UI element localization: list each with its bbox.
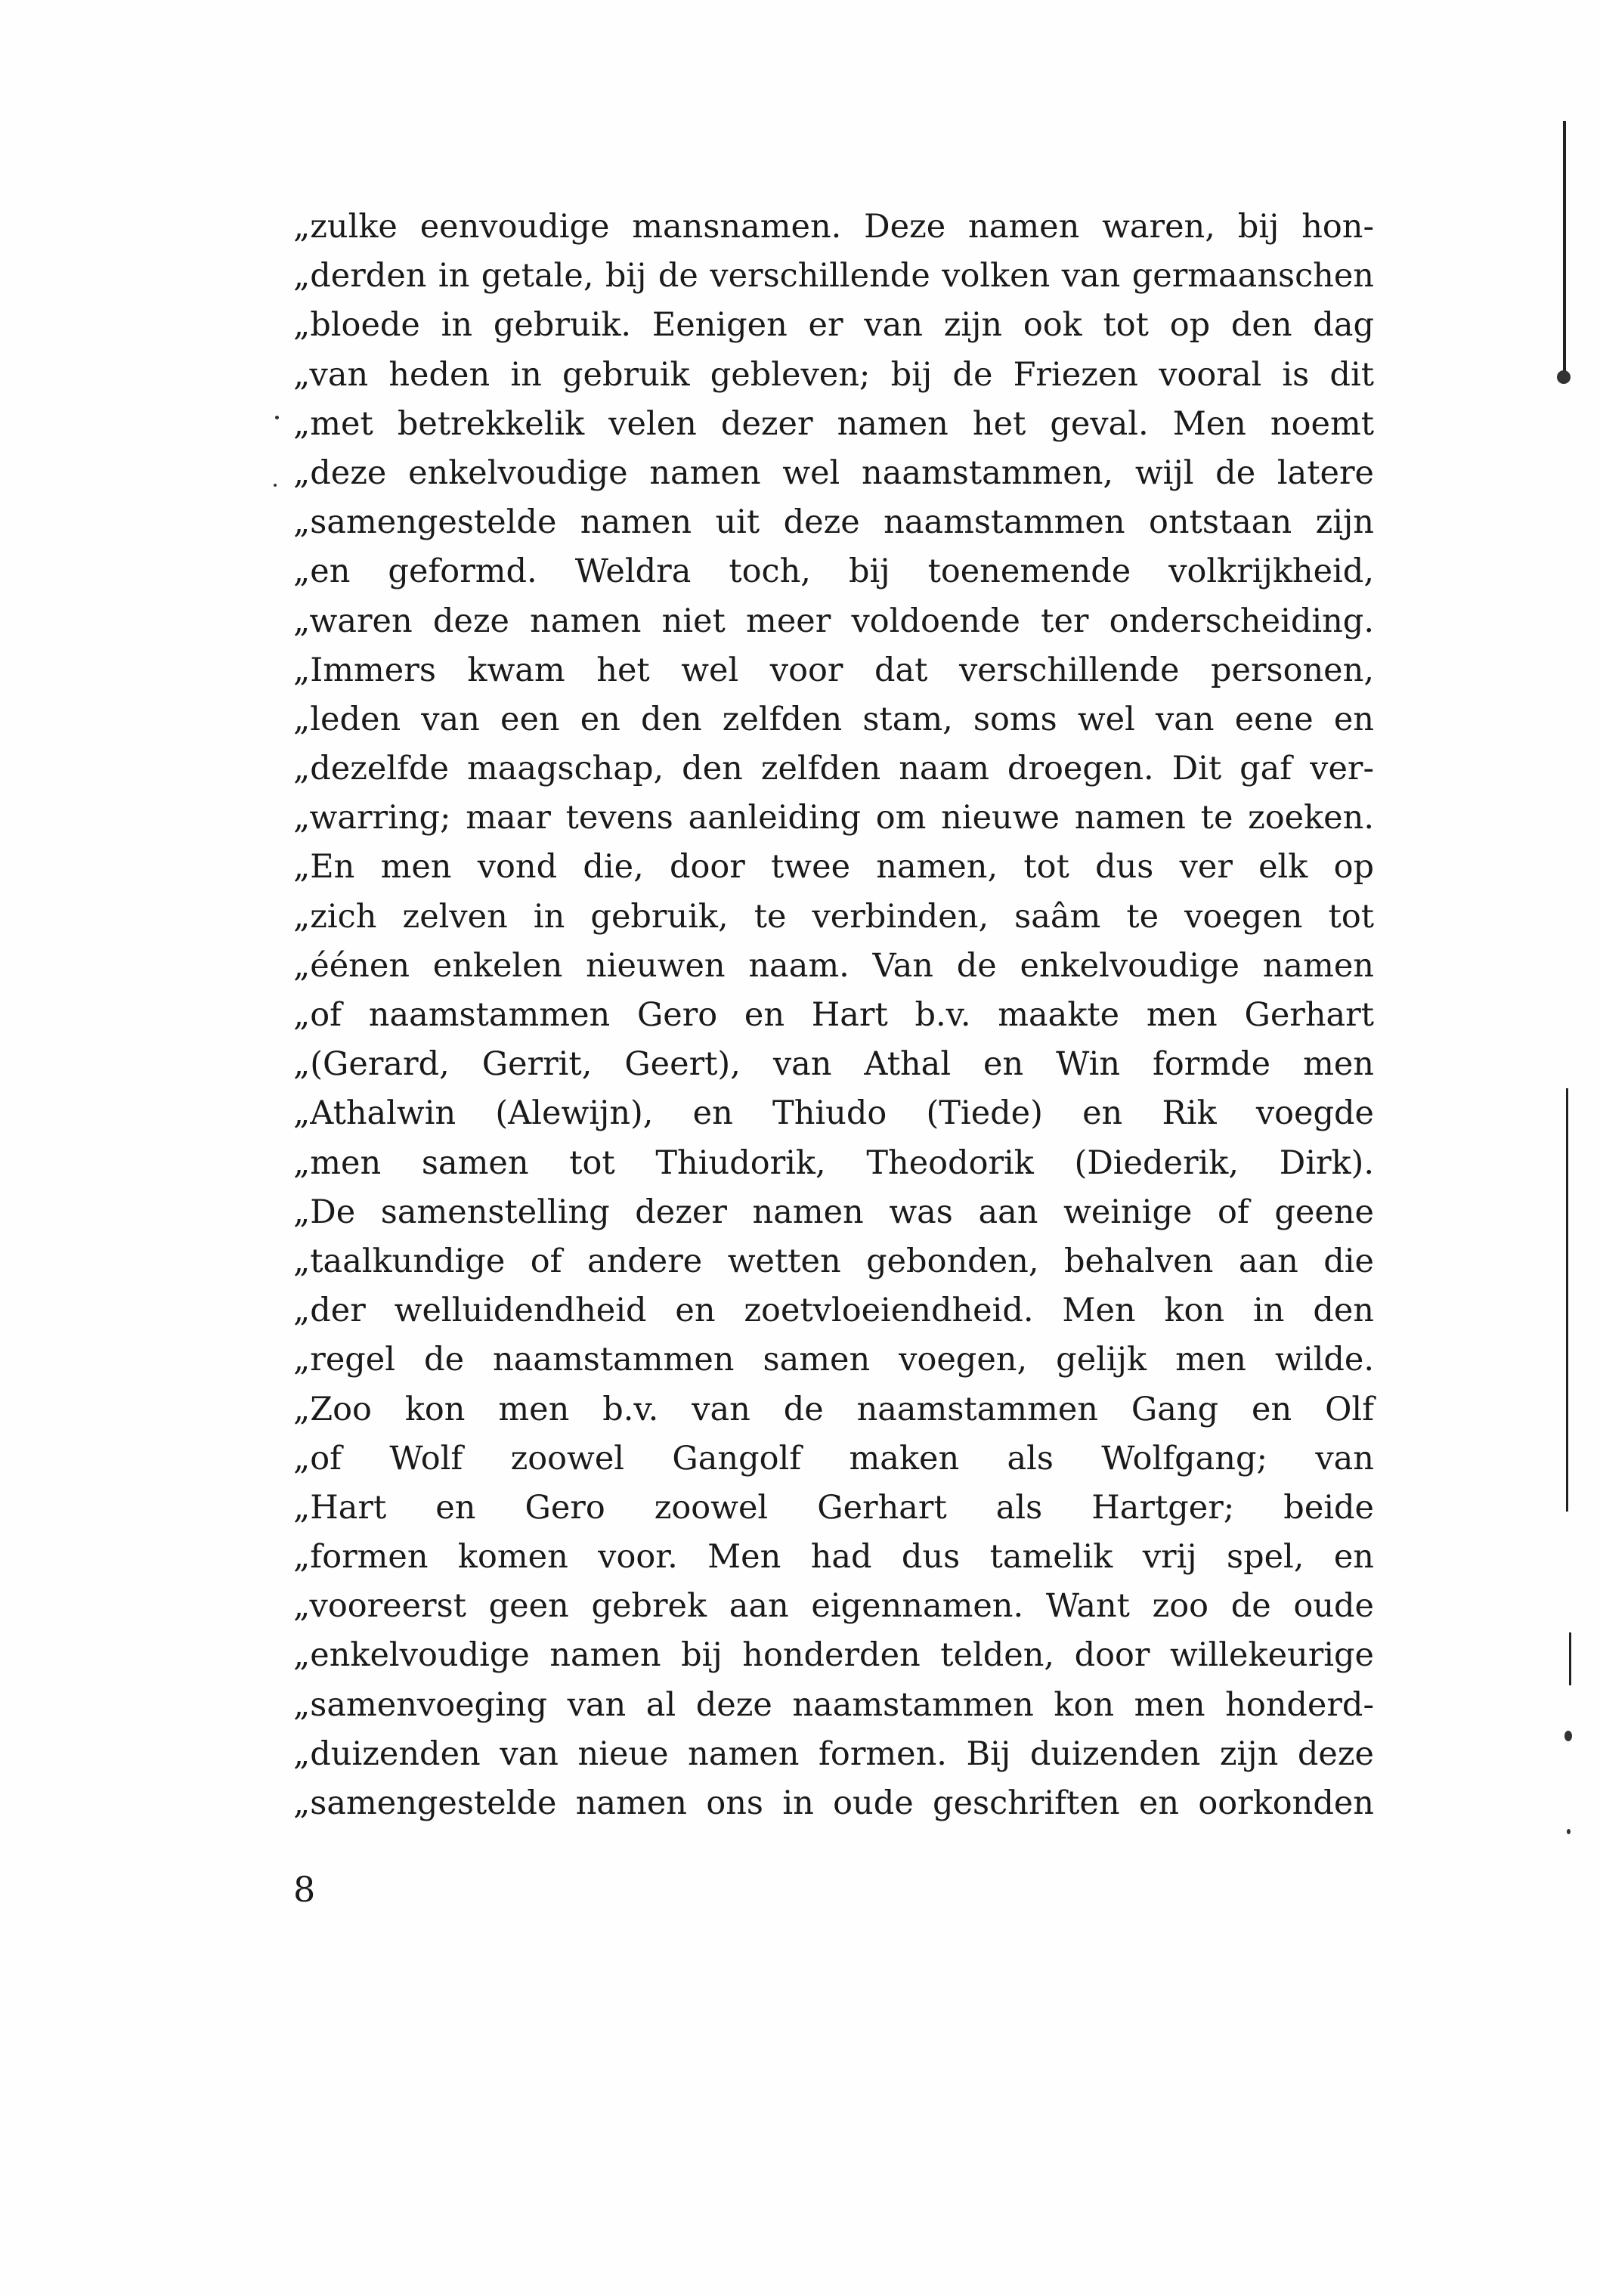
text-line: „warring; maar tevens aanleiding om nieuwe namen te zoeken. (293, 799, 1374, 837)
binding-mark (1569, 1632, 1571, 1685)
binding-mark (1557, 370, 1571, 384)
text-line: „waren deze namen niet meer voldoende ter onderscheiding. (293, 602, 1374, 640)
text-line: „Zoo kon men b.v. van de naamstammen Gang en Olf (293, 1390, 1374, 1428)
text-line: „Immers kwam het wel voor dat verschillende personen, (293, 651, 1374, 689)
text-line: „samengestelde namen uit deze naamstammen ontstaan zijn (293, 503, 1374, 542)
text-line: „duizenden van nieue namen formen. Bij duizenden zijn deze (293, 1734, 1374, 1773)
text-line: „éénen enkelen nieuwen naam. Van de enkelvoudige namen (293, 946, 1374, 985)
scan-speck (1567, 1829, 1571, 1834)
text-line: „bloede in gebruik. Eenigen er van zijn ook tot op den dag (293, 306, 1374, 345)
scan-speck (274, 484, 277, 487)
text-line: „en geformd. Weldra toch, bij toenemende volkrijkheid, (293, 552, 1374, 591)
text-line: „met betrekkelik velen dezer namen het geval. Men noemt (293, 404, 1374, 443)
text-line: „regel de naamstammen samen voegen, gelijk men wilde. (293, 1341, 1374, 1379)
binding-mark (1564, 1731, 1572, 1741)
text-line: „De samenstelling dezer namen was aan weinige of geene (293, 1193, 1374, 1231)
page-number: 8 (293, 1869, 316, 1910)
text-line: „vooreerst geen gebrek aan eigennamen. Want zoo de oude (293, 1587, 1374, 1626)
text-line: „dezelfde maagschap, den zelfden naam droegen. Dit gaf ver- (293, 750, 1374, 788)
text-line: „enkelvoudige namen bij honderden telden, door willekeurige (293, 1636, 1374, 1675)
text-line: „Athalwin (Alewijn), en Thiudo (Tiede) en Rik voegde (293, 1094, 1374, 1133)
text-line: „der welluidendheid en zoetvloeiendheid. Men kon in den (293, 1292, 1374, 1330)
text-line: „taalkundige of andere wetten gebonden, behalven aan die (293, 1242, 1374, 1280)
text-line: „derden in getale, bij de verschillende volken van germaanschen (293, 257, 1374, 296)
text-line: „zich zelven in gebruik, te verbinden, saâm te voegen tot (293, 897, 1374, 936)
text-line: „of naamstammen Gero en Hart b.v. maakte men Gerhart (293, 996, 1374, 1034)
body-text (293, 203, 1374, 1828)
text-line: „deze enkelvoudige namen wel naamstammen, wijl de latere (293, 453, 1374, 492)
text-line: „of Wolf zoowel Gangolf maken als Wolfgang; van (293, 1439, 1374, 1478)
text-line: „leden van een en den zelfden stam, soms wel van eene en (293, 700, 1374, 738)
text-line: „formen komen voor. Men had dus tamelik vrij spel, en (293, 1538, 1374, 1577)
binding-mark (1563, 121, 1566, 378)
binding-mark (1566, 1088, 1568, 1512)
text-line: „zulke eenvoudige mansnamen. Deze namen waren, bij hon- (293, 208, 1374, 246)
text-line: „van heden in gebruik gebleven; bij de Friezen vooral is dit (293, 355, 1374, 394)
scan-speck (275, 416, 279, 419)
text-line: „(Gerard, Gerrit, Geert), van Athal en Win formde men (293, 1045, 1374, 1084)
text-line: „samengestelde namen ons in oude geschriften en oorkonden (293, 1784, 1374, 1822)
text-line: „men samen tot Thiudorik, Theodorik (Diederik, Dirk). (293, 1143, 1374, 1182)
text-line: „Hart en Gero zoowel Gerhart als Hartger; beide (293, 1488, 1374, 1527)
text-line: „samenvoeging van al deze naamstammen kon men honderd- (293, 1685, 1374, 1724)
text-line: „En men vond die, door twee namen, tot dus ver elk op (293, 848, 1374, 887)
